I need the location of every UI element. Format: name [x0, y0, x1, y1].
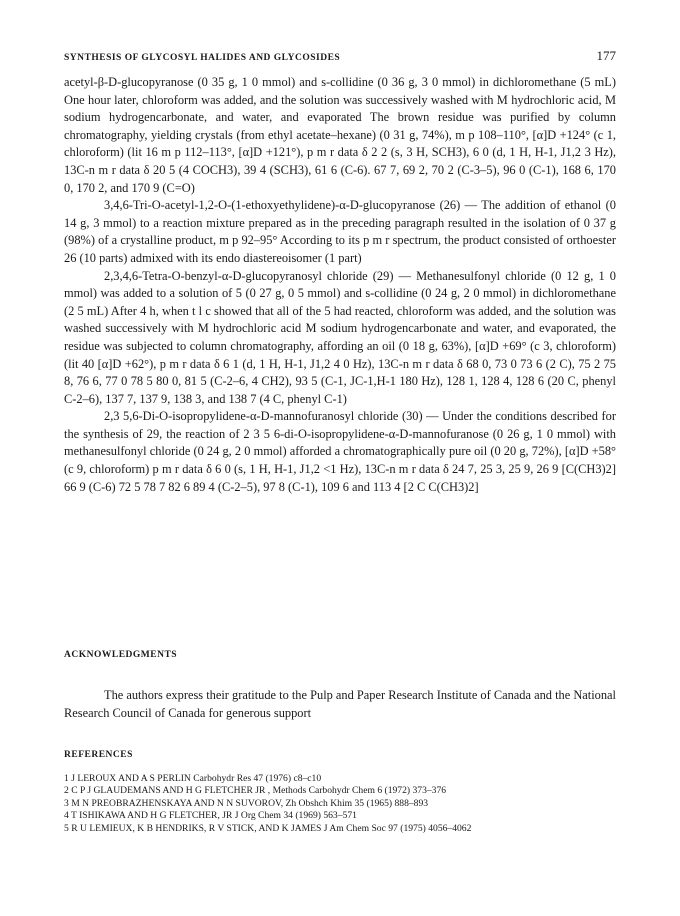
reference-item: 4 T ISHIKAWA AND H G FLETCHER, JR J Org Chem 34 (1969) 563–571 — [64, 810, 357, 822]
paragraph-compound-26: 3,4,6-Tri-O-acetyl-1,2-O-(1-ethoxyethylidene)-α-D-glucopyranose (26) — The addition of ethanol (0 14 g, 3 mmol) to a reaction mixture prepared as in the preceding paragraph resulted in the isolation of 0 37 g (98%) of a crystalline product, m p 92–95° According to its p m r spectrum, the product consisted of orthoester 26 (10 parts) admixed with its endo diastereoisomer (1 part) — [64, 198, 616, 265]
paragraph-compound-30: 2,3 5,6-Di-O-isopropylidene-α-D-mannofuranosyl chloride (30) — Under the conditions described for the synthesis of 29, the reaction of 2 3 5 6-di-O-isopropylidene-α-D-mannofuranose (0 26 g, 1 0 mmol) with methanesulfonyl chloride (0 24 g, 2 0 mmol) afforded a chromatographically pure oil (0 20 g, 72%), [α]D +58° (c 9, chloroform) p m r data δ 6 0 (s, 1 H, H-1, J1,2 <1 Hz), 13C-n m r data δ 24 7, 25 3, 25 9, 26 9 [C(CH3)2] 66 9 (C-6) 72 5 78 7 82 6 89 4 (C-2–5), 97 8 (C-1), 109 6 and 113 4 [2 C C(CH3)2] — [64, 409, 616, 494]
page-header — [64, 48, 616, 64]
acknowledgments-text: The authors express their gratitude to the Pulp and Paper Research Institute of Canada and the National Research Council of Canada for generous support — [64, 688, 616, 720]
reference-item: 3 M N PREOBRAZHENSKAYA AND N N SUVOROV, Zh Obshch Khim 35 (1965) 888–893 — [64, 797, 429, 809]
references-heading: REFERENCES — [64, 750, 133, 760]
reference-item: 5 R U LEMIEUX, K B HENDRIKS, R V STICK, AND K JAMES J Am Chem Soc 97 (1975) 4056–4062 — [64, 822, 472, 834]
experimental-text — [64, 74, 616, 496]
reference-item: 2 C P J GLAUDEMANS AND H G FLETCHER JR , Methods Carbohydr Chem 6 (1972) 373–376 — [64, 785, 447, 797]
running-head: SYNTHESIS OF GLYCOSYL HALIDES AND GLYCOSIDES — [64, 53, 341, 63]
page-number: 177 — [596, 48, 616, 63]
reference-list — [64, 773, 616, 835]
acknowledgments-heading: ACKNOWLEDGMENTS — [64, 650, 178, 660]
paragraph-compound-29: 2,3,4,6-Tetra-O-benzyl-α-D-glucopyranosyl chloride (29) — Methanesulfonyl chloride (0 12 g, 1 0 mmol) was added to a solution of 5 (0 27 g, 0 5 mmol) and s-collidine (0 24 g, 2 0 mmol) in dichloromethane (2 5 mL) After 4 h, when t l c showed that all of the 5 had reacted, chloroform was added, and the solution was washed successively with M hydrochloric acid M sodium hydrogencarbonate and water, and evaporated, the residue was subjected to column chromatography, affording an oil (0 18 g, 63%), [α]D +69° (c 3, chloroform) (lit 40 [α]D +62°), p m r data δ 6 1 (d, 1 H, H-1, J1,2 4 0 Hz), 13C-n m r data δ 68 0, 73 0 73 6 (2 C), 75 2 75 8, 76 6, 77 0 78 5 80 0, 81 5 (C-2–6, 4 CH2), 93 5 (C-1, JC-1,H-1 180 Hz), 128 1, 128 4, 128 6 (20 C, phenyl C-2–6), 137 7, 137 9, 138 3, and 138 7 (4 C, phenyl C-1) — [64, 268, 616, 406]
paragraph-continuation: acetyl-β-D-glucopyranose (0 35 g, 1 0 mmol) and s-collidine (0 36 g, 3 0 mmol) in dichloromethane (5 mL) One hour later, chloroform was added, and the solution was successively washed with M hydrochloric acid, M sodium hydrogencarbonate, and water, and evaporated The brown residue was purified by column chromatography, yielding crystals (from ethyl acetate–hexane) (0 31 g, 74%), m p 108–110°, [α]D +124° (c 1, chloroform) (lit 16 m p 112–113°, [α]D +121°), p m r data δ 2 2 (s, 3 H, SCH3), 6 0 (d, 1 H, H-1, J1,2 3 Hz), 13C-n m r data δ 20 5 (4 COCH3), 39 4 (SCH3), 61 6 (C-6). 67 7, 69 2, 70 2 (C-3–5), 96 0 (C-1), 168 6, 170 0, 170 2, and 170 9 (C=O) — [64, 75, 616, 195]
reference-item: 1 J LEROUX AND A S PERLIN Carbohydr Res 47 (1976) c8–c10 — [64, 773, 322, 784]
